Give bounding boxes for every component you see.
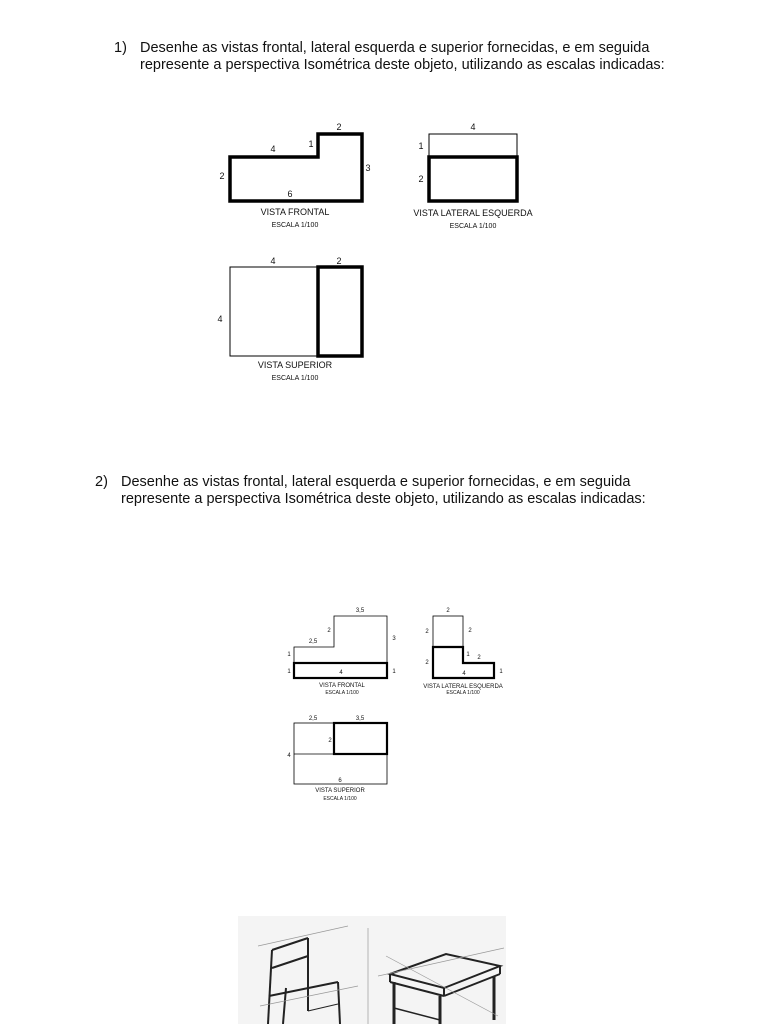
front2-dim-tower-height: 2 — [327, 628, 331, 634]
front-dim-bottom: 6 — [287, 189, 293, 199]
side2-dim-base-width: 4 — [462, 671, 466, 677]
front-view-label: VISTA FRONTAL — [260, 207, 330, 217]
top2-dim-right-width: 3,5 — [355, 716, 365, 722]
front-dim-left-height: 2 — [219, 171, 225, 181]
front2-view-scale: ESCALA 1/100 — [325, 690, 359, 696]
side2-dim-step: 1 — [466, 652, 470, 658]
front2-dim-step-width: 2,5 — [308, 639, 318, 645]
side2-dim-left-upper: 2 — [425, 629, 429, 635]
top-dim-depth: 4 — [217, 314, 223, 324]
side2-view-scale: ESCALA 1/100 — [446, 690, 480, 696]
front-dim-right-height: 3 — [365, 163, 371, 173]
chair-sketch-icon — [268, 938, 340, 1024]
side-dim-top: 4 — [470, 122, 476, 132]
question-2-line-1: Desenhe as vistas frontal, lateral esquerda e superior fornecidas, e em seguida — [121, 474, 631, 490]
front-view-scale: ESCALA 1/100 — [271, 222, 319, 229]
top2-view-scale: ESCALA 1/100 — [323, 796, 357, 802]
side2-dim-step-width: 2 — [477, 655, 481, 661]
side2-upper — [433, 616, 463, 647]
side2-view-label: VISTA LATERAL ESQUERDA — [423, 684, 503, 690]
front2-dim-top: 3,5 — [355, 608, 365, 614]
front2-dim-base-right: 1 — [392, 669, 396, 675]
question-2-line-2: represente a perspectiva Isométrica deste objeto, utilizando as escalas indicadas: — [121, 491, 646, 507]
top-view-scale: ESCALA 1/100 — [271, 375, 319, 382]
front2-dim-base-left: 1 — [287, 669, 291, 675]
front2-dim-right-height: 3 — [392, 636, 396, 642]
top2-dim-total-width: 6 — [338, 778, 342, 784]
side-dim-lower: 2 — [418, 174, 424, 184]
top2-dim-left-width: 2,5 — [308, 716, 318, 722]
top2-view-label: VISTA SUPERIOR — [315, 788, 365, 794]
front2-dim-step-height: 1 — [287, 652, 291, 658]
top2-tower — [334, 723, 387, 754]
side2-dim-left-lower: 2 — [425, 660, 429, 666]
top-view-label: VISTA SUPERIOR — [257, 360, 333, 370]
top2-dim-depth: 4 — [287, 753, 291, 759]
side-dim-upper: 1 — [418, 141, 424, 151]
top-dim-right-width: 2 — [336, 256, 342, 266]
front2-view-label: VISTA FRONTAL — [319, 683, 365, 689]
question-1-line-1: Desenhe as vistas frontal, lateral esquerda e superior fornecidas, e em seguida — [140, 40, 650, 56]
front-dim-top-right: 2 — [336, 122, 342, 132]
question-2-number: 2) — [95, 474, 108, 490]
side-view-scale: ESCALA 1/100 — [449, 223, 497, 230]
top2-dim-inner-depth: 2 — [328, 738, 332, 744]
sketch-image — [238, 916, 506, 1024]
side2-dim-right-upper: 2 — [468, 628, 472, 634]
side-view-label: VISTA LATERAL ESQUERDA — [413, 208, 533, 218]
top-dim-left-width: 4 — [270, 256, 276, 266]
perspective-sketch-photo — [238, 916, 506, 1024]
side2-dim-top: 2 — [446, 608, 450, 614]
question-1-line-2: represente a perspectiva Isométrica deste objeto, utilizando as escalas indicadas: — [140, 57, 665, 73]
front-dim-top-left: 4 — [270, 144, 276, 154]
question-1-number: 1) — [114, 40, 127, 56]
front-dim-step-height: 1 — [308, 139, 314, 149]
side2-dim-base-right: 1 — [499, 669, 503, 675]
front2-dim-base-width: 4 — [339, 670, 343, 676]
table-sketch-icon — [390, 954, 500, 1024]
